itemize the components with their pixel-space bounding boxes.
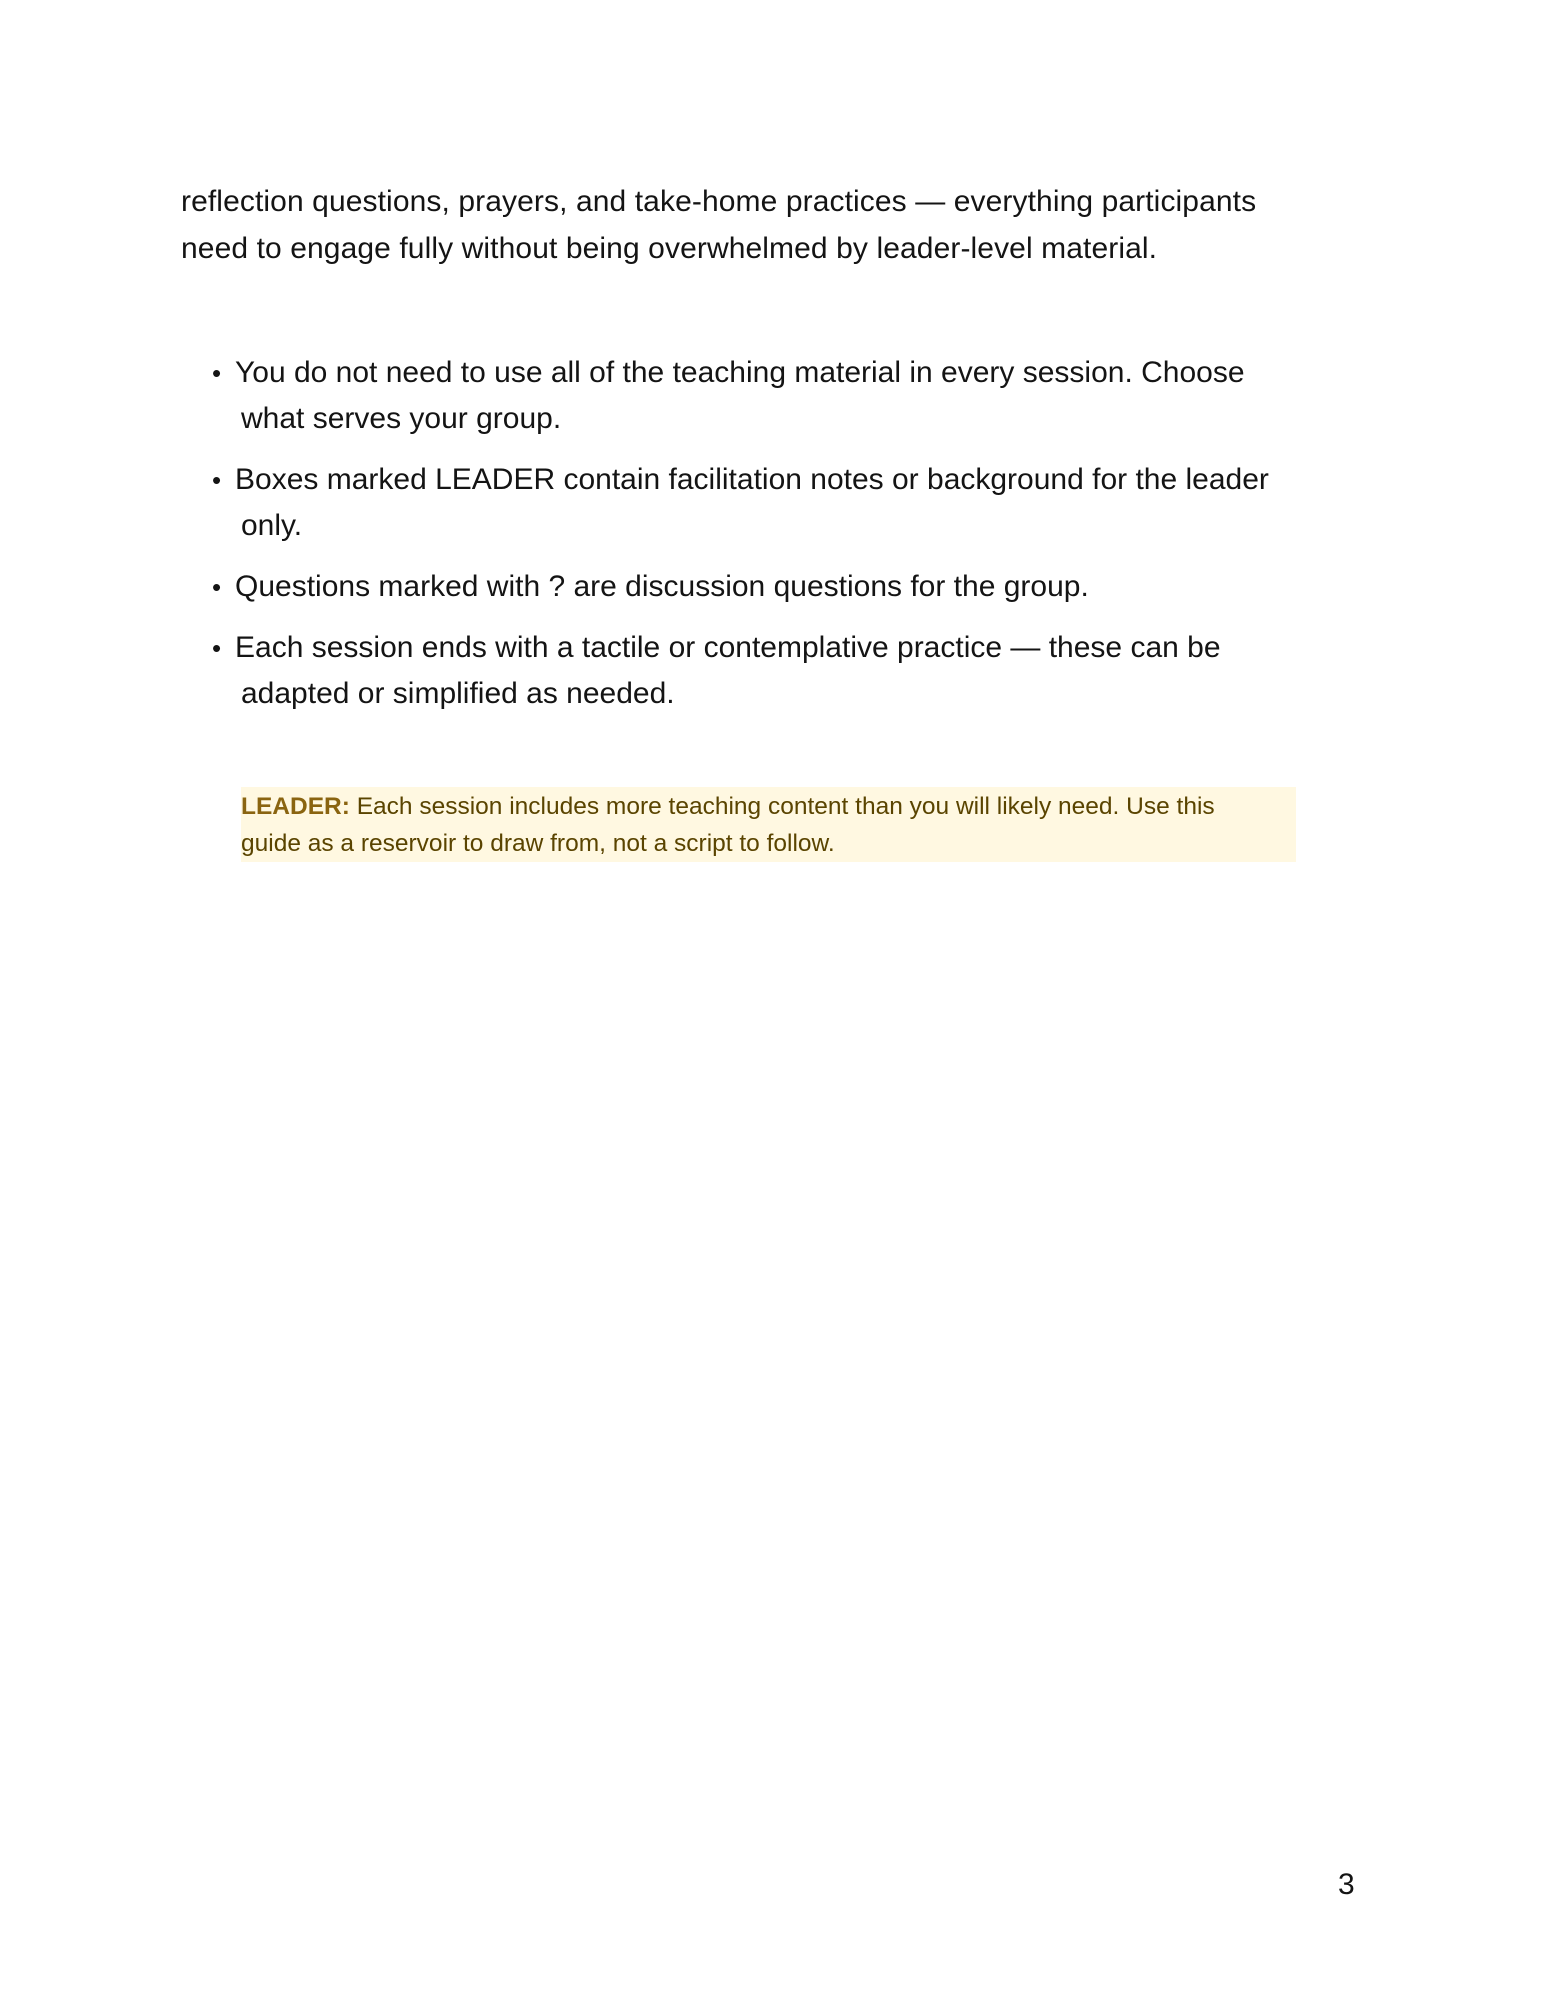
leader-note-line-1: Each session includes more teaching content than you will likely need. Use this: [356, 793, 1215, 820]
bullet-line-2: adapted or simplified as needed.: [241, 677, 675, 710]
bullet-line-2: only.: [241, 509, 303, 542]
bullet-dot-icon: •: [212, 358, 222, 388]
bullet-item-leader-boxes: [212, 457, 1352, 549]
leader-note-box: [241, 787, 1296, 862]
bullet-item-teaching-material: [212, 350, 1352, 442]
guidance-bullet-list: [212, 350, 1352, 732]
bullet-line-1: Boxes marked LEADER contain facilitation notes or background for the leader: [235, 463, 1269, 496]
bullet-dot-icon: •: [212, 572, 222, 602]
intro-line-2: need to engage fully without being overwhelmed by leader-level material.: [181, 232, 1158, 265]
intro-paragraph: [181, 178, 1341, 272]
leader-note-line-2: guide as a reservoir to draw from, not a script to follow.: [241, 830, 835, 857]
bullet-dot-icon: •: [212, 465, 222, 495]
bullet-line-2: what serves your group.: [241, 402, 562, 435]
bullet-dot-icon: •: [212, 633, 222, 663]
leader-label: LEADER:: [241, 793, 350, 820]
intro-line-1: reflection questions, prayers, and take-home practices — everything participants: [181, 185, 1257, 218]
bullet-item-session-practice: [212, 625, 1352, 717]
bullet-line-1: Questions marked with ? are discussion questions for the group.: [235, 570, 1089, 603]
bullet-item-discussion-questions: [212, 564, 1352, 610]
bullet-line-1: Each session ends with a tactile or contemplative practice — these can be: [235, 631, 1221, 664]
page-number: 3: [1338, 1868, 1355, 1901]
bullet-line-1: You do not need to use all of the teaching material in every session. Choose: [235, 356, 1245, 389]
